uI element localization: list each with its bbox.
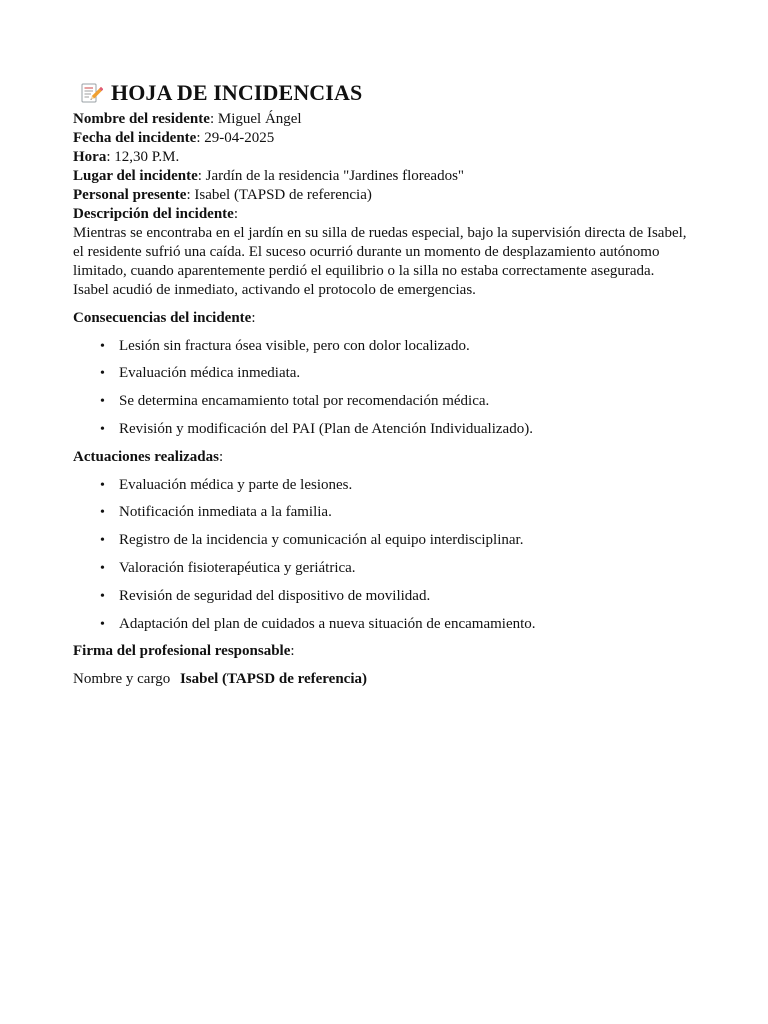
consequences-list xyxy=(73,337,688,439)
bullet-icon: • xyxy=(100,338,105,354)
list-item xyxy=(73,476,688,495)
list-item xyxy=(73,587,688,606)
bullet-icon: • xyxy=(100,394,105,410)
bullet-icon: • xyxy=(100,560,105,576)
section-label: Descripción del incidente xyxy=(73,206,234,222)
list-item-text: Se determina encamamiento total por recomendación médica. xyxy=(119,393,490,410)
list-item xyxy=(73,392,688,411)
field-label: Lugar del incidente xyxy=(73,168,198,184)
field-label: Nombre del residente xyxy=(73,111,210,127)
field-label: Fecha del incidente xyxy=(73,130,197,146)
page-title: HOJA DE INCIDENCIAS xyxy=(111,80,363,105)
field-value: Miguel Ángel xyxy=(217,111,302,127)
list-item-text: Evaluación médica inmediata. xyxy=(119,365,301,382)
section-label: Consecuencias del incidente xyxy=(73,309,252,326)
bullet-icon: • xyxy=(100,421,105,437)
bullet-icon: • xyxy=(100,505,105,521)
list-item xyxy=(73,559,688,578)
field-date xyxy=(73,129,688,148)
list-item-text: Notificación inmediata a la familia. xyxy=(119,504,332,521)
field-place xyxy=(73,167,688,186)
bullet-icon: • xyxy=(100,477,105,493)
colon: : xyxy=(290,643,295,660)
field-time xyxy=(73,148,688,167)
colon: : xyxy=(186,187,191,203)
signature-field-label: Nombre y cargo xyxy=(73,671,171,688)
field-label: Hora xyxy=(73,149,107,165)
incident-report-document xyxy=(73,78,688,704)
field-value: 12,30 P.M. xyxy=(114,149,180,165)
title-row xyxy=(79,78,688,108)
bullet-icon: • xyxy=(100,366,105,382)
signature-heading xyxy=(73,642,688,661)
list-item-text: Valoración fisioterapéutica y geriátrica. xyxy=(119,559,356,576)
signature-line xyxy=(73,670,688,689)
bullet-icon: • xyxy=(100,533,105,549)
field-label: Personal presente xyxy=(73,187,187,203)
actions-list xyxy=(73,476,688,634)
field-value: Jardín de la residencia "Jardines floreados" xyxy=(205,168,465,184)
colon: : xyxy=(251,309,256,326)
list-item-text: Revisión de seguridad del dispositivo de movilidad. xyxy=(119,587,431,604)
field-staff xyxy=(73,186,688,205)
field-value: Isabel (TAPSD de referencia) xyxy=(194,187,372,203)
colon: : xyxy=(197,168,202,184)
colon: : xyxy=(209,111,215,127)
list-item-text: Registro de la incidencia y comunicación al equipo interdisciplinar. xyxy=(119,532,524,549)
list-item xyxy=(73,615,688,634)
section-label: Firma del profesional responsable xyxy=(73,643,291,660)
list-item xyxy=(73,364,688,383)
list-item-text: Lesión sin fractura ósea visible, pero con dolor localizado. xyxy=(119,337,470,354)
field-resident xyxy=(73,110,688,129)
list-item xyxy=(73,420,688,439)
description-text: Mientras se encontraba en el jardín en su silla de ruedas especial, bajo la supervisión directa de Isabel, el residente sufrió una caída. El suceso ocurrió durante un momento de desplazamiento autónomo limitado, cuando aparentemente perdió el equilibrio o la silla no estaba correctamente asegurada. Isabel acudió de inmediato, activando el protocolo de emergencias. xyxy=(73,225,687,298)
list-item xyxy=(73,531,688,550)
list-item-text: Adaptación del plan de cuidados a nueva situación de encamamiento. xyxy=(119,615,536,632)
list-item xyxy=(73,337,688,356)
list-item-text: Evaluación médica y parte de lesiones. xyxy=(119,476,353,493)
actions-heading xyxy=(73,448,688,467)
list-item-text: Revisión y modificación del PAI (Plan de Atención Individualizado). xyxy=(119,420,533,437)
colon: : xyxy=(106,149,111,165)
list-item xyxy=(73,503,688,522)
memo-pencil-icon xyxy=(79,81,103,105)
description-heading xyxy=(73,205,688,224)
colon: : xyxy=(218,448,224,465)
signature-name: Isabel (TAPSD de referencia) xyxy=(179,671,368,688)
colon: : xyxy=(196,130,201,146)
bullet-icon: • xyxy=(100,588,105,604)
section-label: Actuaciones realizadas xyxy=(73,448,219,465)
consequences-heading xyxy=(73,309,688,328)
colon: : xyxy=(233,206,238,222)
bullet-icon: • xyxy=(100,616,105,632)
field-value: 29-04-2025 xyxy=(204,130,275,146)
